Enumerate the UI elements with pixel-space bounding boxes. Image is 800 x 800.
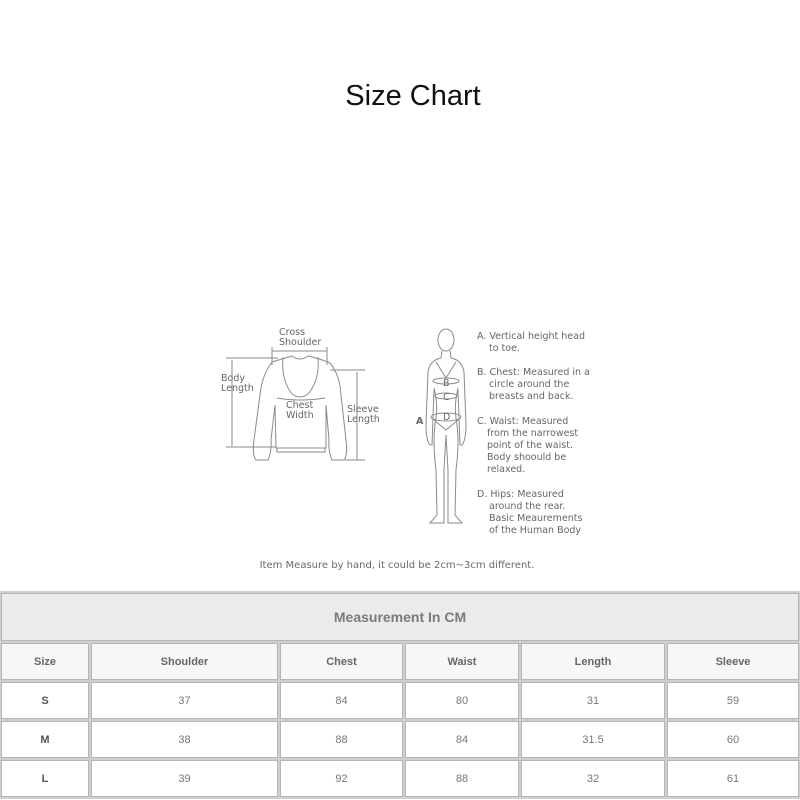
- svg-text:relaxed.: relaxed.: [487, 464, 526, 475]
- svg-text:B: B: [443, 378, 450, 389]
- svg-text:point of the waist.: point of the waist.: [487, 440, 573, 451]
- cell-shoulder: 37: [91, 682, 278, 719]
- table-row: [1, 760, 799, 797]
- cell-sleeve: 61: [667, 760, 799, 797]
- size-table-container: [0, 591, 800, 799]
- cell-waist: 88: [405, 760, 519, 797]
- svg-text:C: C: [443, 392, 450, 403]
- header-chest: Chest: [280, 643, 403, 680]
- svg-text:Body shoould be: Body shoould be: [487, 452, 567, 463]
- human-body-icon: [426, 329, 466, 523]
- svg-text:Cross: Cross: [279, 327, 306, 338]
- header-shoulder: Shoulder: [91, 643, 278, 680]
- svg-text:Shoulder: Shoulder: [279, 337, 322, 348]
- svg-text:Body: Body: [221, 373, 245, 384]
- svg-text:D. Hips: Measured: D. Hips: Measured: [477, 489, 564, 500]
- table-row: [1, 682, 799, 719]
- measurement-note: Item Measure by hand, it could be 2cm~3cm different.: [259, 560, 535, 571]
- table-header-row: [1, 643, 799, 680]
- svg-text:breasts and back.: breasts and back.: [489, 391, 574, 402]
- table-caption-row: [1, 593, 799, 641]
- table-row: [1, 721, 799, 758]
- cell-waist: 80: [405, 682, 519, 719]
- cell-length: 32: [521, 760, 665, 797]
- svg-text:A: A: [416, 416, 424, 427]
- svg-text:D: D: [443, 412, 451, 423]
- svg-text:of the Human Body: of the Human Body: [489, 525, 582, 536]
- cell-sleeve: 60: [667, 721, 799, 758]
- size-table: [0, 591, 800, 799]
- svg-text:Length: Length: [347, 414, 380, 425]
- page-title: Size Chart: [345, 80, 481, 112]
- svg-text:Length: Length: [221, 383, 254, 394]
- svg-text:Sleeve: Sleeve: [347, 404, 379, 415]
- svg-text:C. Waist: Measured: C. Waist: Measured: [477, 416, 569, 427]
- cell-sleeve: 59: [667, 682, 799, 719]
- header-waist: Waist: [405, 643, 519, 680]
- cell-shoulder: 38: [91, 721, 278, 758]
- header-length: Length: [521, 643, 665, 680]
- cell-chest: 88: [280, 721, 403, 758]
- cell-length: 31: [521, 682, 665, 719]
- svg-text:A. Vertical height head: A. Vertical height head: [477, 331, 585, 342]
- table-caption: Measurement In CM: [1, 593, 799, 641]
- svg-text:to toe.: to toe.: [489, 343, 520, 354]
- cell-size: S: [1, 682, 89, 719]
- svg-text:circle around the: circle around the: [489, 379, 570, 390]
- header-size: Size: [1, 643, 89, 680]
- cell-chest: 92: [280, 760, 403, 797]
- cell-chest: 84: [280, 682, 403, 719]
- svg-text:Chest: Chest: [286, 400, 314, 411]
- svg-text:B. Chest: Measured in a: B. Chest: Measured in a: [477, 367, 590, 378]
- svg-text:Basic Meaurements: Basic Meaurements: [489, 513, 583, 524]
- cell-length: 31.5: [521, 721, 665, 758]
- cell-size: L: [1, 760, 89, 797]
- svg-text:around the rear.: around the rear.: [489, 501, 566, 512]
- cell-size: M: [1, 721, 89, 758]
- svg-text:Width: Width: [286, 410, 314, 421]
- cell-shoulder: 39: [91, 760, 278, 797]
- cell-waist: 84: [405, 721, 519, 758]
- header-sleeve: Sleeve: [667, 643, 799, 680]
- svg-text:from the narrowest: from the narrowest: [487, 428, 579, 439]
